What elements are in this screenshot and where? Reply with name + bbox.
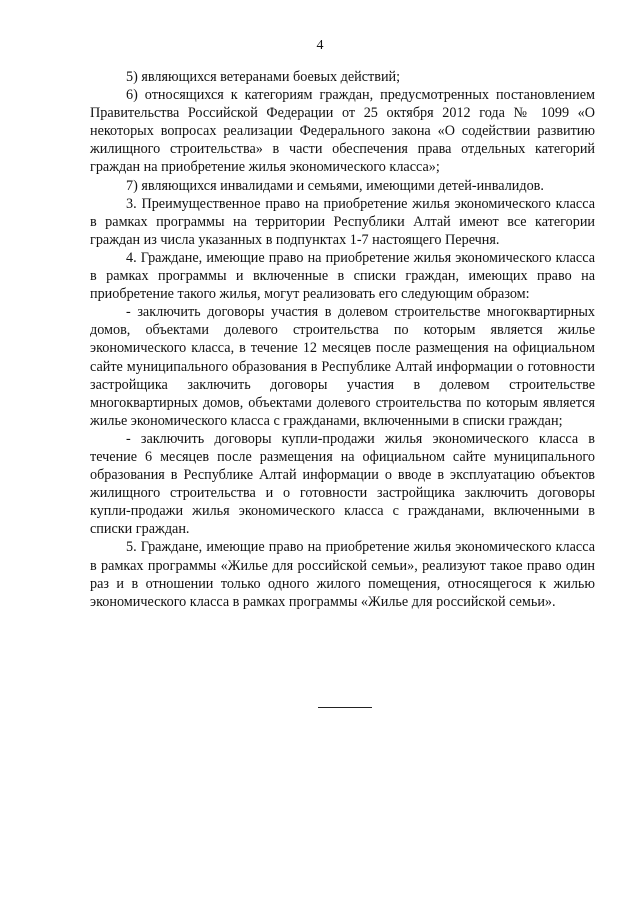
clause-4-option-purchase-sale: - заключить договоры купли-продажи жилья экономического класса в течение 6 месяцев после размещения на официальном сайте муниципального образования в Республике Алтай информации о вводе в эксплуатацию объектов жилищного строительства и о готовности застройщика заключить договоры купли-продажи жилья экономического класса с гражданами, включенными в списки граждан. [90, 430, 595, 538]
page-number: 4 [316, 38, 324, 53]
clause-4-option-shared-construction: - заключить договоры участия в долевом строительстве многоквартирных домов, объектами долевого строительства по которым является жилье экономического класса, в течение 12 месяцев после размещения на официальном сайте муниципального образования в Республике Алтай информации о готовности застройщика заключить договоры участия в долевом строительстве многоквартирных домов, объектами долевого строительства по которым является жилье экономического класса с гражданами, включенными в списки граждан; [90, 304, 595, 429]
clause-3-priority-right: 3. Преимущественное право на приобретение жилья экономического класса в рамках программы на территории Республики Алтай имеют все категории граждан из числа указанных в подпунктах 1-7 настоящего Перечня. [90, 195, 595, 248]
list-item-veterans: 5) являющихся ветеранами боевых действий; [126, 69, 401, 85]
document-body [90, 68, 595, 611]
clause-5-one-time-right: 5. Граждане, имеющие право на приобретение жилья экономического класса в рамках программы «Жилье для российской семьи», реализуют такое право один раз и в отношении только одного жилого помещения, относящегося к жилью экономического класса в рамках программы «Жилье для российской семьи». [90, 539, 595, 610]
list-item-government-decree-categories: 6) относящихся к категориям граждан, предусмотренных постановлением Правительства Российской Федерации от 25 октября 2012 года № 1099 «О некоторых вопросах реализации Федерального закона «О содействии развитию жилищного строительства» в части обеспечения права отдельных категорий граждан на приобретение жилья экономического класса»; [90, 87, 595, 176]
end-of-document-rule [318, 707, 372, 708]
list-item-disabled-persons: 7) являющихся инвалидами и семьями, имеющими детей-инвалидов. [126, 177, 544, 194]
clause-4-implementation: 4. Граждане, имеющие право на приобретение жилья экономического класса в рамках программы и включенные в списки граждан, имеющих право на приобретение такого жилья, могут реализовать его следующим образом: [90, 249, 595, 303]
